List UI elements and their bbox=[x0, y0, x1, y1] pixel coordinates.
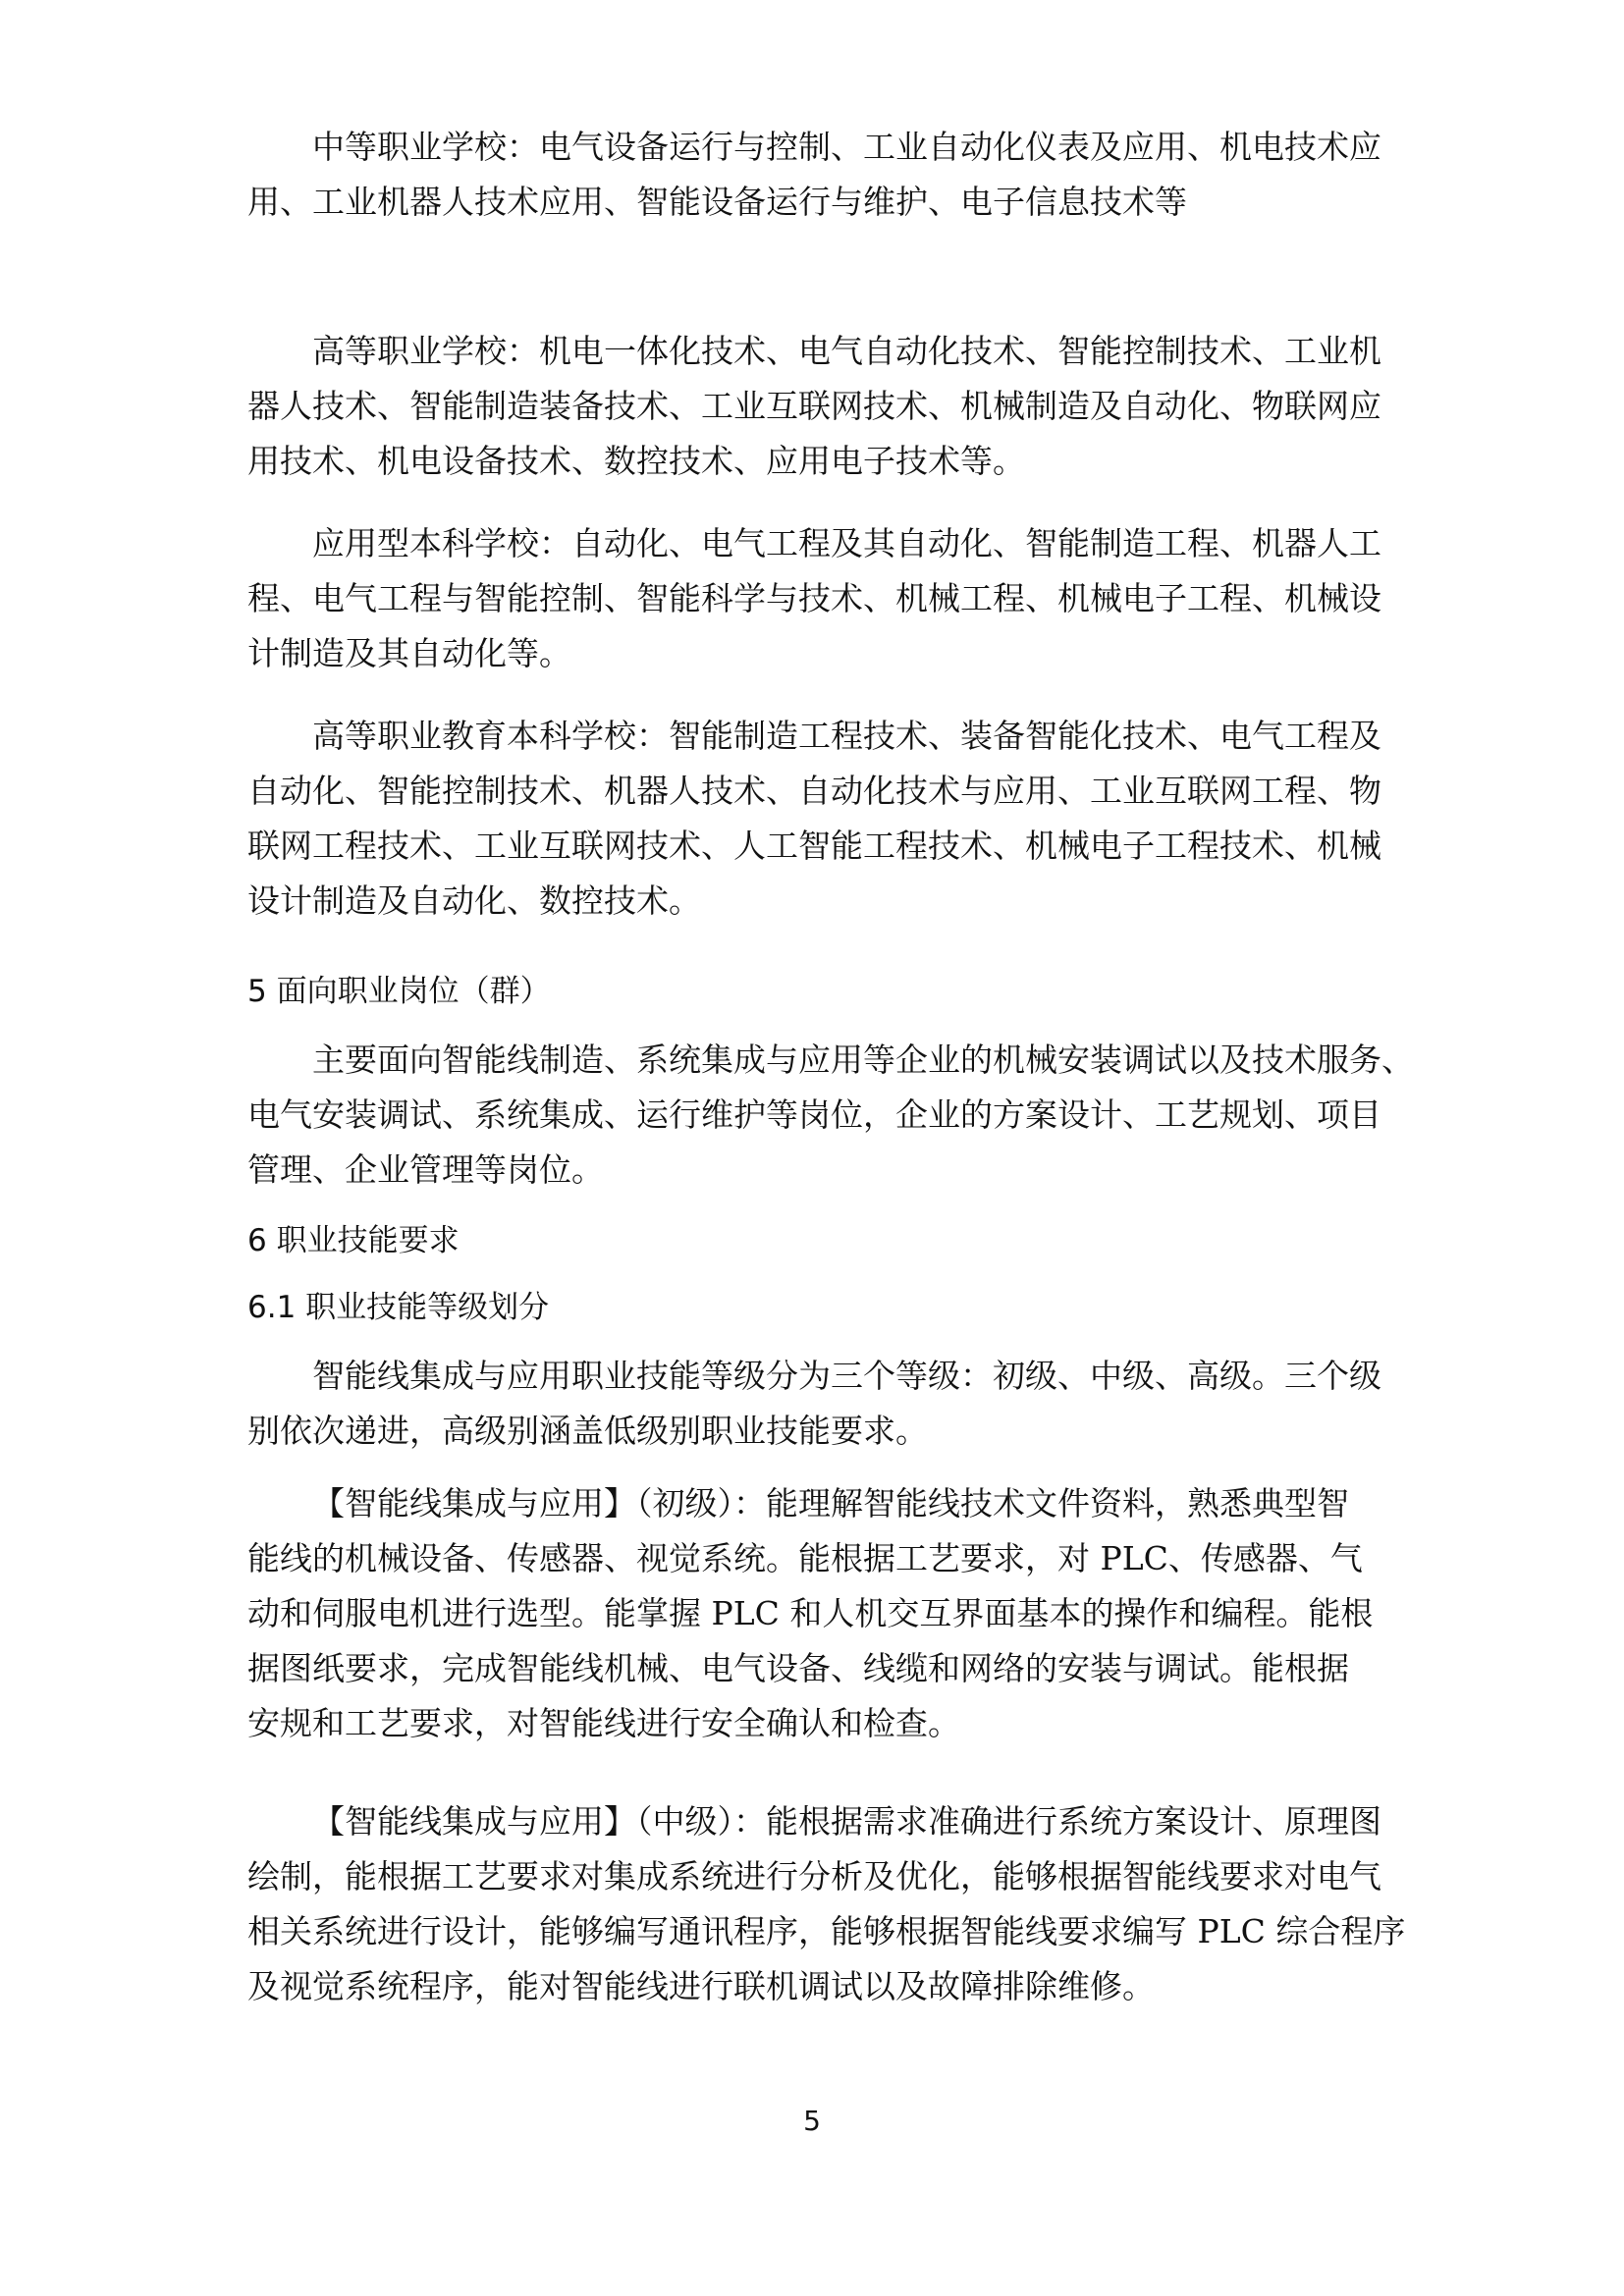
text-line: 用、工业机器人技术应用、智能设备运行与维护、电子信息技术等 bbox=[247, 183, 1187, 221]
text-line: 高等职业教育本科学校：智能制造工程技术、装备智能化技术、电气工程及 bbox=[312, 717, 1381, 755]
text-line: 器人技术、智能制造装备技术、工业互联网技术、机械制造及自动化、物联网应 bbox=[247, 387, 1381, 425]
paragraph-junior-level bbox=[247, 1476, 1386, 1751]
section-heading-6: 6 职业技能要求 bbox=[247, 1223, 460, 1258]
text-line: 主要面向智能线制造、系统集成与应用等企业的机械安装调试以及技术服务、 bbox=[312, 1041, 1414, 1079]
paragraph-secondary-vocational bbox=[247, 120, 1386, 230]
paragraph-applied-undergraduate bbox=[247, 516, 1386, 681]
paragraph-vocational-undergraduate bbox=[247, 709, 1386, 929]
text-line: 中等职业学校：电气设备运行与控制、工业自动化仪表及应用、机电技术应 bbox=[312, 128, 1381, 166]
text-line: 相关系统进行设计，能够编写通讯程序，能够根据智能线要求编写 PLC 综合程序 bbox=[247, 1912, 1406, 1950]
text-line: 用技术、机电设备技术、数控技术、应用电子技术等。 bbox=[247, 442, 1025, 480]
page-number: 5 bbox=[803, 2105, 821, 2137]
text-line: 【智能线集成与应用】（初级）：能理解智能线技术文件资料，熟悉典型智 bbox=[312, 1484, 1349, 1522]
paragraph-higher-vocational bbox=[247, 324, 1386, 489]
text-line: 据图纸要求，完成智能线机械、电气设备、线缆和网络的安装与调试。能根据 bbox=[247, 1649, 1349, 1687]
text-line: 别依次递进，高级别涵盖低级别职业技能要求。 bbox=[247, 1412, 928, 1450]
text-line: 能线的机械设备、传感器、视觉系统。能根据工艺要求，对 PLC、传感器、气 bbox=[247, 1539, 1363, 1577]
paragraph-intermediate-level bbox=[247, 1794, 1406, 2014]
text-line: 绘制，能根据工艺要求对集成系统进行分析及优化，能够根据智能线要求对电气 bbox=[247, 1857, 1381, 1896]
text-line: 电气安装调试、系统集成、运行维护等岗位，企业的方案设计、工艺规划、项目 bbox=[247, 1095, 1381, 1134]
text-line: 管理、企业管理等岗位。 bbox=[247, 1150, 604, 1189]
text-line: 程、电气工程与智能控制、智能科学与技术、机械工程、机械电子工程、机械设 bbox=[247, 579, 1381, 617]
text-line: 应用型本科学校：自动化、电气工程及其自动化、智能制造工程、机器人工 bbox=[312, 524, 1381, 562]
text-line: 安规和工艺要求，对智能线进行安全确认和检查。 bbox=[247, 1704, 960, 1742]
text-line: 高等职业学校：机电一体化技术、电气自动化技术、智能控制技术、工业机 bbox=[312, 332, 1381, 370]
section-heading-5: 5 面向职业岗位（群） bbox=[247, 974, 551, 1009]
paragraph-level-division bbox=[247, 1349, 1386, 1459]
text-line: 【智能线集成与应用】（中级）：能根据需求准确进行系统方案设计、原理图 bbox=[312, 1802, 1381, 1841]
text-line: 计制造及其自动化等。 bbox=[247, 634, 571, 672]
text-line: 及视觉系统程序，能对智能线进行联机调试以及故障排除维修。 bbox=[247, 1967, 1155, 2005]
text-line: 自动化、智能控制技术、机器人技术、自动化技术与应用、工业互联网工程、物 bbox=[247, 772, 1381, 810]
text-line: 动和伺服电机进行选型。能掌握 PLC 和人机交互界面基本的操作和编程。能根 bbox=[247, 1594, 1374, 1632]
section-heading-6-1: 6.1 职业技能等级划分 bbox=[247, 1290, 550, 1325]
text-line: 设计制造及自动化、数控技术。 bbox=[247, 881, 701, 920]
text-line: 智能线集成与应用职业技能等级分为三个等级：初级、中级、高级。三个级 bbox=[312, 1357, 1381, 1395]
text-line: 联网工程技术、工业互联网技术、人工智能工程技术、机械电子工程技术、机械 bbox=[247, 827, 1381, 865]
paragraph-job-positions bbox=[247, 1033, 1414, 1198]
